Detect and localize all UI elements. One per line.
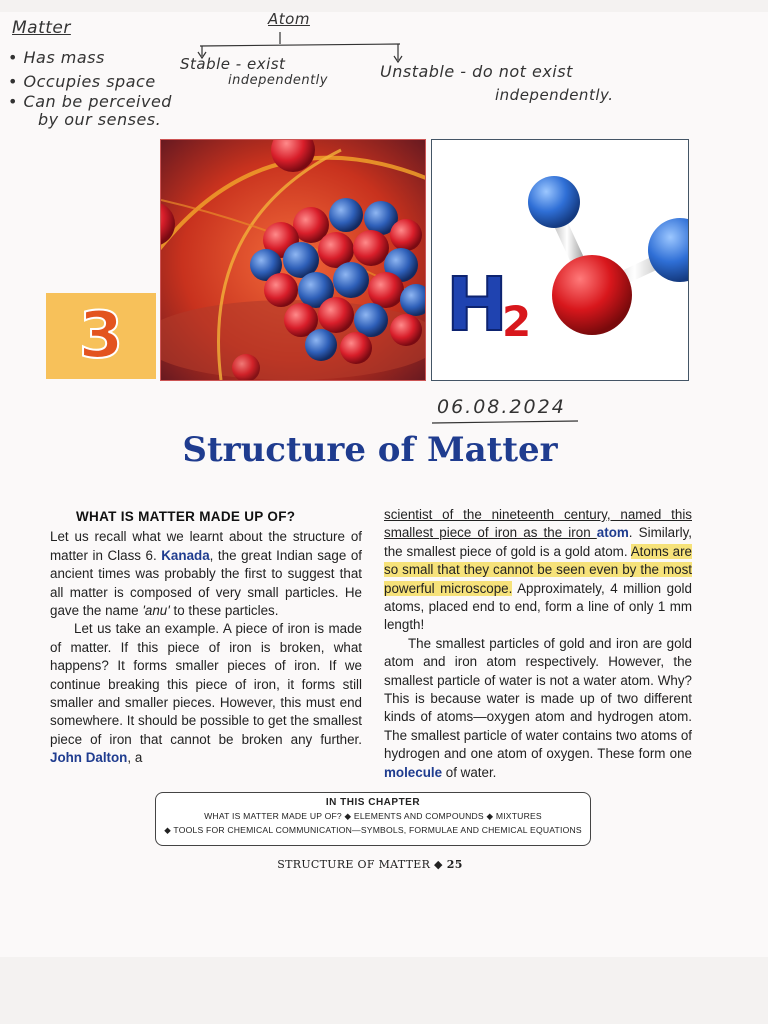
chapter-number-box (46, 293, 156, 379)
handwritten-bullet: • Occupies space (8, 72, 156, 91)
handwritten-unstable-note: independently. (495, 86, 614, 104)
handwritten-matter-label: Matter (12, 18, 71, 38)
in-this-chapter-title: IN THIS CHAPTER (325, 797, 421, 808)
right-column (384, 506, 692, 782)
keyword-atom: atom (596, 525, 629, 541)
handwritten-bullet: • Has mass (8, 48, 105, 67)
h2-symbol: H (446, 262, 508, 348)
paragraph: Let us take an example. A piece of iron is made of matter. If this piece of iron is broken, what happens? It forms smaller pieces of iron. If we continue breaking this piece of iron, it forms still smaller and smaller pieces. However, this must end somewhere. It should be possible to get the smallest piece of iron that cannot be broken any further. John Dalton, a (50, 621, 362, 766)
keyword-kanada: Kanada (161, 547, 210, 563)
paragraph: scientist of the nineteenth century, named this smallest piece of iron as the iron atom. Similarly, the smallest piece of gold is a gold atom. Atoms are so small that they cannot be seen even by the most powerful microscope. Approximately, 4 million gold atoms, placed end to end, form a line of only 1 mm length! (384, 507, 692, 633)
section-heading: WHAT IS MATTER MADE UP OF? (76, 509, 296, 524)
chapter-title: Structure of Matter (182, 430, 558, 470)
handwritten-date: 06.08.2024 (437, 396, 566, 418)
highlighted-sentence: Atoms are so small that they cannot be seen even by the most powerful microscope. (384, 543, 692, 596)
in-this-chapter-box (155, 792, 591, 846)
chapter-number: 3 (78, 299, 124, 373)
h2-subscript: 2 (502, 297, 532, 346)
water-molecule-illustration (431, 139, 689, 381)
handwritten-bullet: by our senses. (38, 110, 162, 129)
handwritten-atom-label: Atom (268, 10, 310, 28)
paragraph: Let us recall what we learnt about the structure of matter in Class 6. Kanada, the great Indian sage of ancient times was probably the first to suggest that all matter is composed of very small particles. He gave the name 'anu' to these particles. (50, 529, 362, 619)
keyword-molecule: molecule (384, 764, 443, 780)
in-this-chapter-topics: ◆ TOOLS FOR CHEMICAL COMMUNICATION—SYMBOLS, FORMULAE AND CHEMICAL EQUATIONS (164, 825, 582, 835)
handwritten-stable-note: independently (228, 73, 328, 88)
paragraph: The smallest particles of gold and iron are gold atom and iron atom respectively. However, the smallest particle of water is not a water atom. Why? This is because water is made up of two different kinds of atoms—oxygen atom and hydrogen atom. The smallest particle of water contains two atoms of hydrogen and one atom of oxygen. These form one molecule of water. (384, 635, 692, 780)
atom-illustration (160, 139, 426, 381)
handwritten-stable: Stable - exist (180, 55, 286, 73)
handwritten-bullet: • Can be perceived (8, 92, 172, 111)
in-this-chapter-topics: WHAT IS MATTER MADE UP OF? ◆ ELEMENTS AND COMPOUNDS ◆ MIXTURES (204, 811, 542, 821)
handwritten-unstable: Unstable - do not exist (380, 62, 573, 81)
page-number: 25 (446, 858, 463, 871)
page-footer (0, 858, 740, 871)
footer-label: STRUCTURE OF MATTER ◆ (277, 858, 443, 871)
left-column (50, 506, 362, 768)
keyword-john-dalton: John Dalton (50, 750, 128, 766)
